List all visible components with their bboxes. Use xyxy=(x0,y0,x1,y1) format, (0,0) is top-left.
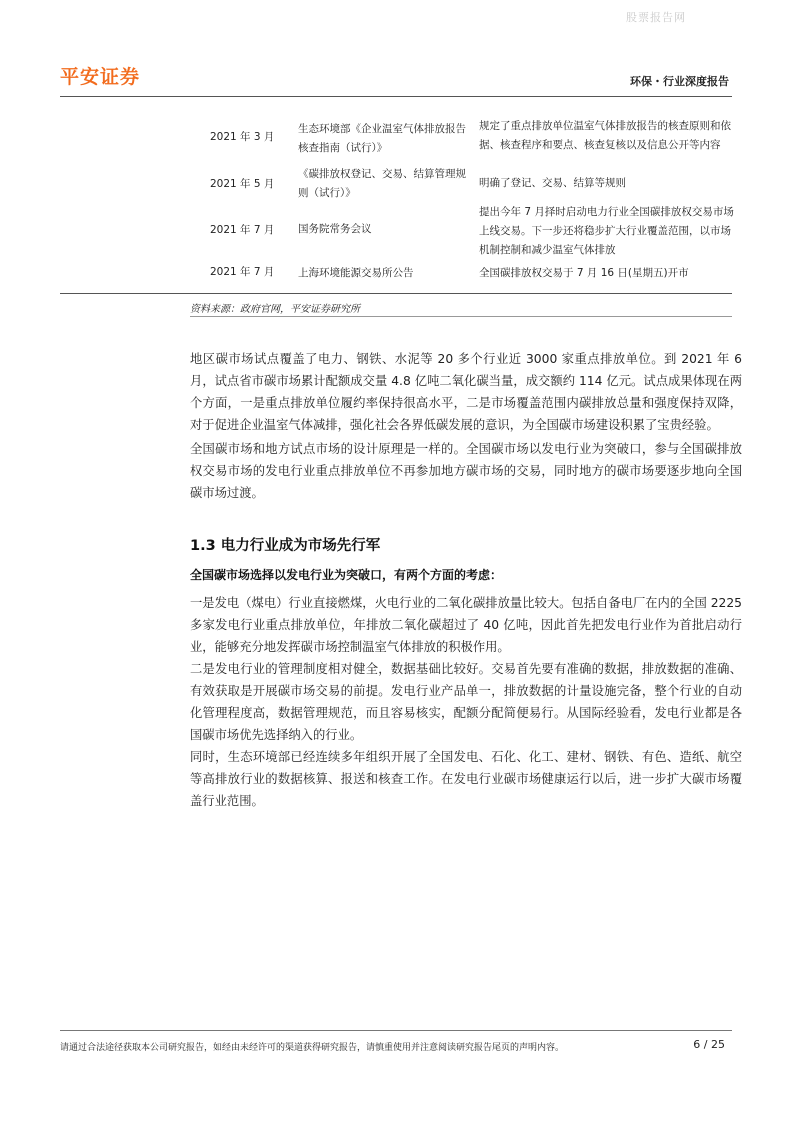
table-cell-description: 规定了重点排放单位温室气体排放报告的核查原则和依据、核查程序和要点、核查复核以及信息公开等内容 xyxy=(479,120,731,151)
table-cell-date: 2021 年 3 月 xyxy=(210,131,275,143)
section-heading: 1.3 电力行业成为市场先行军 xyxy=(190,538,381,554)
subheading: 全国碳市场选择以发电行业为突破口，有两个方面的考虑： xyxy=(190,568,503,582)
table-cell-date: 2021 年 7 月 xyxy=(210,224,275,236)
table-cell-description: 提出今年 7 月择时启动电力行业全国碳排放权交易市场上线交易。下一步还将稳步扩大行业覆盖范围，以市场机制控制和减少温室气体排放 xyxy=(479,206,734,256)
table-cell-document: 生态环境部《企业温室气体排放报告核查指南（试行）》 xyxy=(298,123,466,154)
page-number: 6 / 25 xyxy=(693,1038,725,1051)
watermark-text: 股票报告网 xyxy=(626,11,686,24)
table-cell-description: 全国碳排放权交易于 7 月 16 日(星期五)开市 xyxy=(479,267,689,279)
table-cell-date: 2021 年 7 月 xyxy=(210,266,275,278)
paragraph-national-market: 全国碳市场和地方试点市场的设计原理是一样的。全国碳市场以发电行业为突破口，参与全国碳排放权交易市场的发电行业重点排放单位不再参加地方碳市场的交易，同时地方的碳市场要逐步地向全国碳市场过渡。 xyxy=(190,442,742,500)
paragraph-reason-one: 一是发电（煤电）行业直接燃煤，火电行业的二氧化碳排放量比较大。包括自备电厂在内的全国 2225 多家发电行业重点排放单位，年排放二氧化碳超过了 40 亿吨，因此首先把发电行业作为首批启动行业，能够充分地发挥碳市场控制温室气体排放的积极作用。 xyxy=(190,596,742,654)
table-cell-description: 明确了登记、交易、结算等规则 xyxy=(479,177,626,189)
table-cell-date: 2021 年 5 月 xyxy=(210,178,275,190)
table-bottom-rule xyxy=(60,293,732,294)
table-cell-document: 上海环境能源交易所公告 xyxy=(298,267,414,279)
paragraph-pilot-markets: 地区碳市场试点覆盖了电力、钢铁、水泥等 20 多个行业近 3000 家重点排放单位。到 2021 年 6 月，试点省市碳市场累计配额成交量 4.8 亿吨二氧化碳当量，成交额约 114 亿元。试点成果体现在两个方面，一是重点排放单位履约率保持很高水平，二是市场覆盖范围内碳排放总量和强度保持双降，对于促进企业温室气体减排，强化社会各界低碳发展的意识，为全国碳市场建设积累了宝贵经验。 xyxy=(190,352,742,432)
header-rule xyxy=(60,96,732,97)
brand-logo: 平安证券 xyxy=(60,66,141,88)
footer-rule xyxy=(60,1030,732,1031)
table-cell-document: 国务院常务会议 xyxy=(298,223,372,235)
table-cell-document: 《碳排放权登记、交易、结算管理规则（试行）》 xyxy=(298,168,466,199)
footer-disclaimer: 请通过合法途径获取本公司研究报告，如经由未经许可的渠道获得研究报告，请慎重使用并注意阅读研究报告尾页的声明内容。 xyxy=(60,1043,565,1053)
source-rule xyxy=(190,316,732,317)
report-category: 环保・行业深度报告 xyxy=(630,75,729,88)
paragraph-expansion: 同时，生态环境部已经连续多年组织开展了全国发电、石化、化工、建材、钢铁、有色、造纸、航空等高排放行业的数据核算、报送和核查工作。在发电行业碳市场健康运行以后，进一步扩大碳市场覆盖行业范围。 xyxy=(190,750,742,808)
table-source-note: 资料来源：政府官网，平安证券研究所 xyxy=(190,304,360,315)
paragraph-reason-two: 二是发电行业的管理制度相对健全，数据基础比较好。交易首先要有准确的数据，排放数据的准确、有效获取是开展碳市场交易的前提。发电行业产品单一，排放数据的计量设施完备，整个行业的自动化管理程度高，数据管理规范，而且容易核实，配额分配简便易行。从国际经验看，发电行业都是各国碳市场优先选择纳入的行业。 xyxy=(190,662,742,742)
